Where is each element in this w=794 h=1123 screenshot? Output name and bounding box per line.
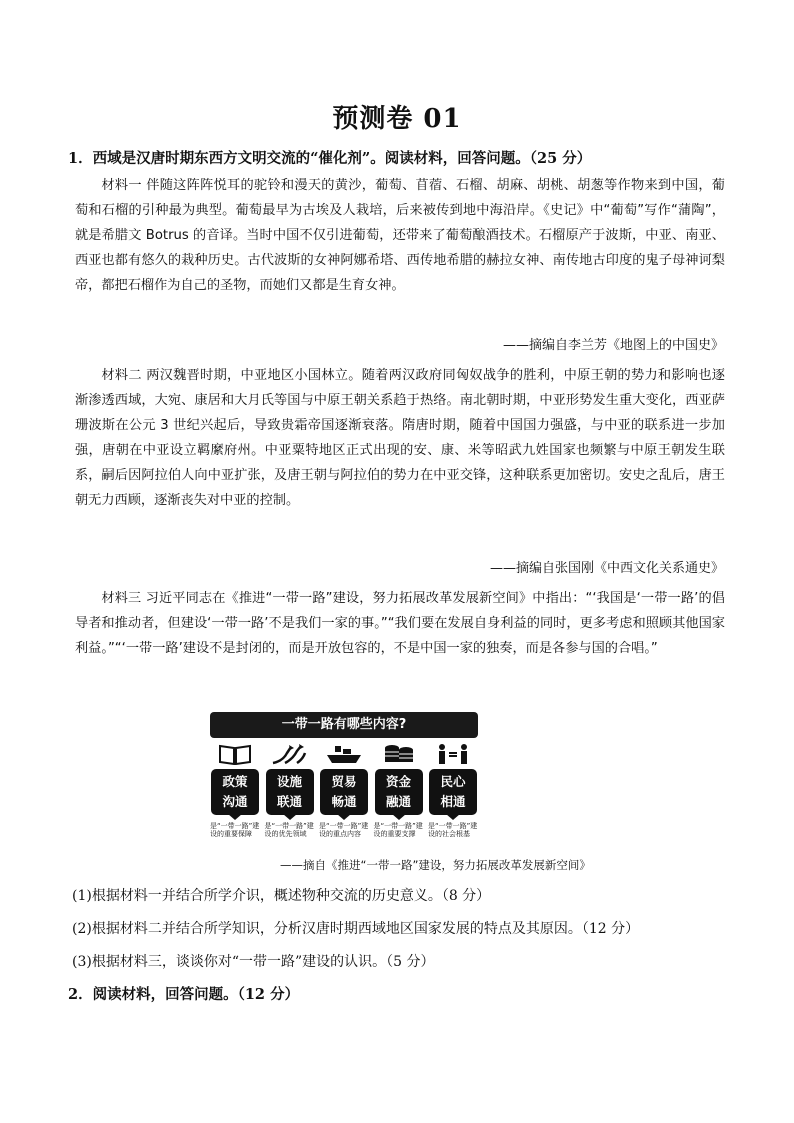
subquestion-1: (1)根据材料一并结合所学介识，概述物种交流的历史意义。（8 分）: [72, 888, 491, 904]
material-2-text: 材料二 两汉魏晋时期，中亚地区小国林立。随着两汉政府同匈奴战争的胜利，中原王朝的势力和影响也逐渐渗透西域，大宛、康居和大月氏等国与中原王朝关系趋于热络。南北朝时期，中亚形势发生重大变化，西亚萨珊波斯在公元 3 世纪兴起后，导致贵霜帝国逐渐衰落。隋唐时期，随着中国国力强盛，与中亚的联系进一步加强，唐朝在中亚设立羁縻府州。中亚粟特地区正式出现的安、康、米等昭武九姓国家也频繁与中原王朝发生联系，嗣后因阿拉伯人向中亚扩张，及唐王朝与阿拉伯的势力在中亚交锋，这种联系更加密切。安史之乱后，唐王朝无力西顾，逐渐丧失对中亚的控制。: [75, 368, 725, 508]
item-label-line2: 相通: [440, 794, 466, 809]
material-3-text: 材料三 习近平同志在《推进“一带一路”建设，努力拓展改革发展新空间》中指出：“‘我国是‘一带一路’的倡导者和推动者，但建设‘一带一路’不是我们一家的事。”“我们要在发展自身利益的同时，更多考虑和照顾其他国家利益。”“‘一带一路’建设不是封闭的，而是开放包容的，不是中国一家的独奏，而是各参与国的合唱。”: [75, 591, 725, 656]
infographic-item: [319, 742, 369, 838]
cargo-ship-icon: [324, 742, 364, 766]
coins-icon: [379, 742, 419, 766]
item-label-line1: 贸易: [331, 774, 357, 789]
book-icon: [215, 742, 255, 766]
infographic-caption: ——摘自《推进“一带一路”建设，努力拓展改革发展新空间》: [280, 858, 591, 872]
material-1-text: 材料一 伴随这阵阵悦耳的驼铃和漫天的黄沙，葡萄、苜蓿、石榴、胡麻、胡桃、胡葱等作物来到中国，葡萄和石榴的引种最为典型。葡萄最早为古埃及人栽培，后来被传到地中海沿岸。《史记》中“葡萄”写作“蒲陶”，就是希腊文 Botrus 的音译。当时中国不仅引进葡萄，还带来了葡萄酿酒技术。石榴原产于波斯，中亚、南亚、西亚也都有悠久的栽种历史。古代波斯的女神阿娜希塔、西传地希腊的赫拉女神、南传地古印度的鬼子母神诃梨帝，都把石榴作为自己的圣物，而她们又都是生育女神。: [75, 178, 725, 293]
infographic-item: [265, 742, 315, 838]
item-label-line1: 设施: [276, 774, 302, 789]
growth-arrows-icon: [270, 742, 310, 766]
infographic-item: [210, 742, 260, 838]
material-1-source: ——摘编自李兰芳《地图上的中国史》: [502, 338, 724, 353]
question-2-heading: 2．阅读材料，回答问题。（12 分）: [68, 986, 300, 1003]
item-label-line1: 政策: [222, 774, 248, 789]
subquestion-3: (3)根据材料三，谈谈你对“一带一路”建设的认识。（5 分）: [72, 954, 435, 970]
item-note: 是“一带一路”建设的优先领域: [264, 822, 314, 838]
item-note: 是“一带一路”建设的重点内容: [319, 822, 369, 838]
question-1-heading: 1．西域是汉唐时期东西方文明交流的“催化剂”。阅读材料，回答问题。（25 分）: [68, 150, 592, 167]
page-title: 预测卷 01: [332, 104, 462, 134]
item-label-line2: 融通: [385, 794, 411, 809]
item-note: 是“一带一路”建设的重要保障: [210, 822, 260, 838]
item-label-line1: 资金: [385, 774, 411, 789]
people-icon: [433, 742, 473, 766]
infographic-item: [428, 742, 478, 838]
item-note: 是“一带一路”建设的重要支撑: [373, 822, 423, 838]
item-label-line2: 畅通: [331, 794, 357, 809]
infographic-item: [374, 742, 424, 838]
item-label-line2: 联通: [276, 794, 302, 809]
item-note: 是“一带一路”建设的社会根基: [428, 822, 478, 838]
infographic-heading: 一带一路有哪些内容?: [210, 712, 478, 738]
item-label-line2: 沟通: [222, 794, 248, 809]
material-2-source: ——摘编自张国刚《中西文化关系通史》: [489, 561, 724, 576]
item-label-line1: 民心: [440, 774, 466, 789]
subquestion-2: (2)根据材料二并结合所学知识，分析汉唐时期西域地区国家发展的特点及其原因。（12 分）: [72, 921, 640, 937]
belt-road-infographic: [210, 712, 478, 852]
